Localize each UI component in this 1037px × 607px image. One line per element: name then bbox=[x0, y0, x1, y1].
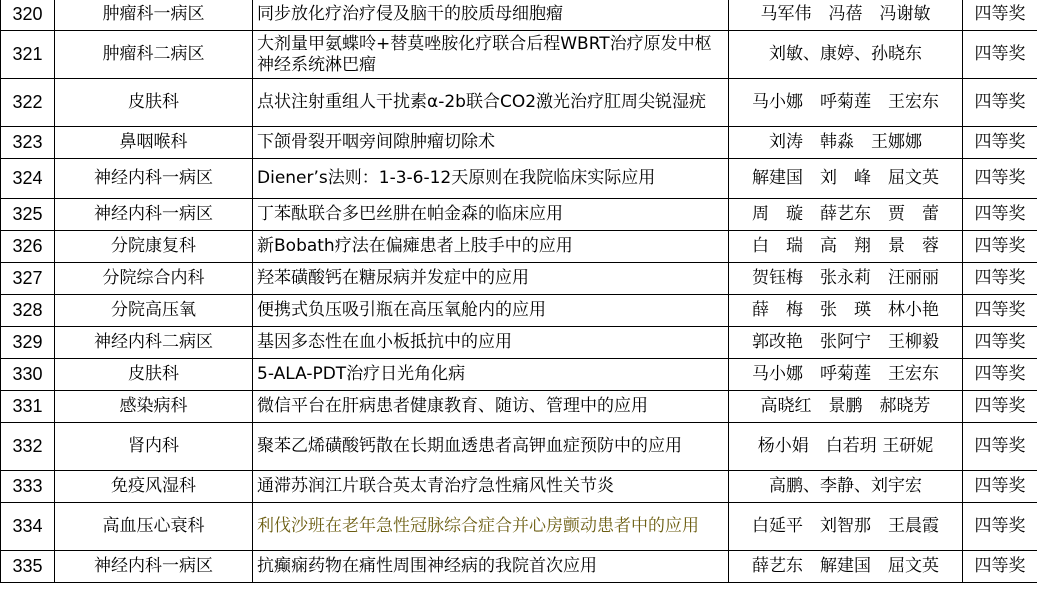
table-row bbox=[1, 471, 1037, 503]
participants-cell: 马军伟 冯蓓 冯谢敏 bbox=[729, 0, 963, 31]
row-number-cell: 332 bbox=[1, 423, 55, 471]
row-number-cell: 325 bbox=[1, 199, 55, 231]
table-row bbox=[1, 127, 1037, 159]
table-row bbox=[1, 0, 1037, 31]
table-row bbox=[1, 231, 1037, 263]
table-row bbox=[1, 159, 1037, 199]
participants-cell: 高鹏、李静、刘宇宏 bbox=[729, 471, 963, 503]
award-level-cell: 四等奖 bbox=[963, 0, 1037, 31]
row-number-cell: 320 bbox=[1, 0, 55, 31]
table-row bbox=[1, 503, 1037, 551]
department-cell: 分院康复科 bbox=[55, 231, 253, 263]
participants-cell: 白 瑞 高 翔 景 蓉 bbox=[729, 231, 963, 263]
department-cell: 分院综合内科 bbox=[55, 263, 253, 295]
award-level-cell: 四等奖 bbox=[963, 295, 1037, 327]
table-row bbox=[1, 551, 1037, 583]
department-cell: 肿瘤科二病区 bbox=[55, 31, 253, 79]
department-cell: 神经内科二病区 bbox=[55, 327, 253, 359]
row-number-cell: 329 bbox=[1, 327, 55, 359]
award-level-cell: 四等奖 bbox=[963, 551, 1037, 583]
table-row bbox=[1, 199, 1037, 231]
project-title-cell: 羟苯磺酸钙在糖尿病并发症中的应用 bbox=[253, 263, 729, 295]
department-cell: 感染病科 bbox=[55, 391, 253, 423]
row-number-cell: 331 bbox=[1, 391, 55, 423]
participants-cell: 贺钰梅 张永莉 汪丽丽 bbox=[729, 263, 963, 295]
award-level-cell: 四等奖 bbox=[963, 263, 1037, 295]
award-level-cell: 四等奖 bbox=[963, 503, 1037, 551]
project-title-cell: 聚苯乙烯磺酸钙散在长期血透患者高钾血症预防中的应用 bbox=[253, 423, 729, 471]
participants-cell: 刘涛 韩淼 王娜娜 bbox=[729, 127, 963, 159]
row-number-cell: 322 bbox=[1, 79, 55, 127]
award-level-cell: 四等奖 bbox=[963, 31, 1037, 79]
department-cell: 肿瘤科一病区 bbox=[55, 0, 253, 31]
table-row bbox=[1, 263, 1037, 295]
project-title-cell: 便携式负压吸引瓶在高压氧舱内的应用 bbox=[253, 295, 729, 327]
row-number-cell: 324 bbox=[1, 159, 55, 199]
award-level-cell: 四等奖 bbox=[963, 79, 1037, 127]
project-title-cell: 丁苯酞联合多巴丝肼在帕金森的临床应用 bbox=[253, 199, 729, 231]
table-row bbox=[1, 79, 1037, 127]
participants-cell: 白延平 刘智那 王晨霞 bbox=[729, 503, 963, 551]
participants-cell: 薛艺东 解建国 屈文英 bbox=[729, 551, 963, 583]
participants-cell: 马小娜 呼菊莲 王宏东 bbox=[729, 359, 963, 391]
project-title-cell: 微信平台在肝病患者健康教育、随访、管理中的应用 bbox=[253, 391, 729, 423]
department-cell: 神经内科一病区 bbox=[55, 199, 253, 231]
table-row bbox=[1, 359, 1037, 391]
project-title-cell: 新Bobath疗法在偏瘫患者上肢手中的应用 bbox=[253, 231, 729, 263]
award-level-cell: 四等奖 bbox=[963, 423, 1037, 471]
department-cell: 鼻咽喉科 bbox=[55, 127, 253, 159]
project-title-cell: 抗癫痫药物在痛性周围神经病的我院首次应用 bbox=[253, 551, 729, 583]
department-cell: 免疫风湿科 bbox=[55, 471, 253, 503]
project-title-cell: Diener’s法则：1-3-6-12天原则在我院临床实际应用 bbox=[253, 159, 729, 199]
award-level-cell: 四等奖 bbox=[963, 471, 1037, 503]
project-title-cell: 基因多态性在血小板抵抗中的应用 bbox=[253, 327, 729, 359]
project-title-cell: 点状注射重组人干扰素α-2b联合CO2激光治疗肛周尖锐湿疣 bbox=[253, 79, 729, 127]
department-cell: 神经内科一病区 bbox=[55, 551, 253, 583]
participants-cell: 高晓红 景鹏 郝晓芳 bbox=[729, 391, 963, 423]
award-level-cell: 四等奖 bbox=[963, 359, 1037, 391]
department-cell: 肾内科 bbox=[55, 423, 253, 471]
participants-cell: 刘敏、康婷、孙晓东 bbox=[729, 31, 963, 79]
department-cell: 皮肤科 bbox=[55, 79, 253, 127]
department-cell: 皮肤科 bbox=[55, 359, 253, 391]
row-number-cell: 335 bbox=[1, 551, 55, 583]
department-cell: 高血压心衰科 bbox=[55, 503, 253, 551]
participants-cell: 周 璇 薛艺东 贾 蕾 bbox=[729, 199, 963, 231]
row-number-cell: 327 bbox=[1, 263, 55, 295]
award-level-cell: 四等奖 bbox=[963, 159, 1037, 199]
table-row bbox=[1, 31, 1037, 79]
award-level-cell: 四等奖 bbox=[963, 327, 1037, 359]
row-number-cell: 334 bbox=[1, 503, 55, 551]
row-number-cell: 330 bbox=[1, 359, 55, 391]
table-row bbox=[1, 423, 1037, 471]
project-title-cell: 下颌骨裂开咽旁间隙肿瘤切除术 bbox=[253, 127, 729, 159]
participants-cell: 郭改艳 张阿宁 王柳毅 bbox=[729, 327, 963, 359]
award-table-body bbox=[1, 0, 1037, 583]
row-number-cell: 326 bbox=[1, 231, 55, 263]
row-number-cell: 328 bbox=[1, 295, 55, 327]
participants-cell: 薛 梅 张 瑛 林小艳 bbox=[729, 295, 963, 327]
award-level-cell: 四等奖 bbox=[963, 127, 1037, 159]
participants-cell: 马小娜 呼菊莲 王宏东 bbox=[729, 79, 963, 127]
table-row bbox=[1, 327, 1037, 359]
award-level-cell: 四等奖 bbox=[963, 391, 1037, 423]
row-number-cell: 321 bbox=[1, 31, 55, 79]
project-title-cell: 同步放化疗治疗侵及脑干的胶质母细胞瘤 bbox=[253, 0, 729, 31]
project-title-cell: 利伐沙班在老年急性冠脉综合症合并心房颤动患者中的应用 bbox=[253, 503, 729, 551]
project-title-cell: 5-ALA-PDT治疗日光角化病 bbox=[253, 359, 729, 391]
department-cell: 分院高压氧 bbox=[55, 295, 253, 327]
project-title-cell: 通滞苏润江片联合英太青治疗急性痛风性关节炎 bbox=[253, 471, 729, 503]
row-number-cell: 323 bbox=[1, 127, 55, 159]
award-level-cell: 四等奖 bbox=[963, 231, 1037, 263]
table-row bbox=[1, 391, 1037, 423]
row-number-cell: 333 bbox=[1, 471, 55, 503]
project-title-cell: 大剂量甲氨蝶呤+替莫唑胺化疗联合后程WBRT治疗原发中枢神经系统淋巴瘤 bbox=[253, 31, 729, 79]
award-level-cell: 四等奖 bbox=[963, 199, 1037, 231]
department-cell: 神经内科一病区 bbox=[55, 159, 253, 199]
participants-cell: 解建国 刘 峰 屈文英 bbox=[729, 159, 963, 199]
participants-cell: 杨小娟 白若玥 王研妮 bbox=[729, 423, 963, 471]
table-row bbox=[1, 295, 1037, 327]
